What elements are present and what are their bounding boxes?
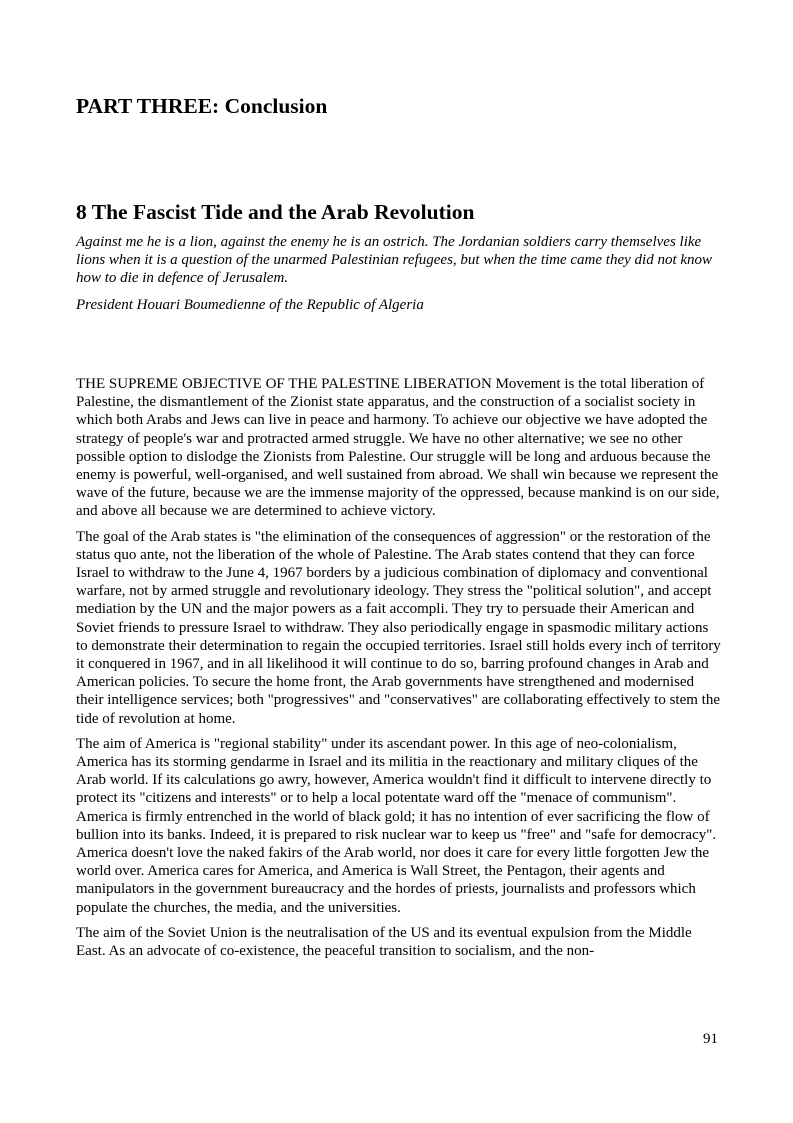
paragraph: The aim of America is "regional stability" under its ascendant power. In this age of neo-colonialism, America has its storming gendarme in Israel and its militia in the reactionary and military cliques of the Arab world. If its calculations go awry, however, America wouldn't find it difficult to intervene directly to protect its "citizens and interests" or to help a local potentate ward off the "menace of communism". America is firmly entrenched in the world of black gold; it has no intention of ever sacrificing the flow of bullion into its banks. Indeed, it is prepared to risk nuclear war to keep us "free" and "safe for democracy". America doesn't love the naked fakirs of the Arab world, nor does it care for every little forgotten Jew the world over. America cares for America, and America is Wall Street, the Pentagon, their agents and manipulators in the government bureaucracy and the hordes of priests, journalists and professors which populate the churches, the media, and the universities. [76,735,717,916]
paragraph: The aim of the Soviet Union is the neutralisation of the US and its eventual expulsion from the Middle East. As an advocate of co-existence, the peaceful transition to socialism, and the non- [76,924,692,960]
paragraph: The goal of the Arab states is "the elimination of the consequences of aggression" or the restoration of the status quo ante, not the liberation of the whole of Palestine. The Arab states contend that they can force Israel to withdraw to the June 4, 1967 borders by a judicious combination of diplomacy and conventional warfare, not by armed struggle and revolutionary ideology. They stress the "political solution", and accept mediation by the UN and the major powers as a fait accompli. They try to persuade their American and Soviet friends to pressure Israel to withdraw. They also periodically engage in spasmodic military actions to demonstrate their determination to regain the occupied territories. Israel still holds every inch of territory it conquered in 1967, and in all likelihood it will continue to do so, barring profound changes in Arab and American policies. To secure the home front, the Arab governments have strengthened and modernised their intelligence services; both "progressives" and "conservatives" are collaborating effectively to stem the tide of revolution at home. [76,528,721,727]
body-text [76,375,721,967]
epigraph-quote: Against me he is a lion, against the enemy he is an ostrich. The Jordanian soldiers carry themselves like lions when it is a question of the unarmed Palestinian refugees, but when the time came they did not know how to die in defence of Jerusalem. [76,234,713,287]
page-number: 91 [703,1031,718,1047]
part-title: PART THREE: Conclusion [76,94,328,118]
epigraph-attribution: President Houari Boumedienne of the Republic of Algeria [76,297,424,313]
chapter-title: 8 The Fascist Tide and the Arab Revolution [76,200,475,224]
paragraph: THE SUPREME OBJECTIVE OF THE PALESTINE LIBERATION Movement is the total liberation of Palestine, the dismantlement of the Zionist state apparatus, and the construction of a socialist society in which both Arabs and Jews can live in peace and harmony. To achieve our objective we have adopted the strategy of people's war and protracted armed struggle. We have no other alternative; we see no other possible option to dislodge the Zionists from Palestine. Our struggle will be long and arduous because the enemy is powerful, well-organised, and well sustained from abroad. We shall win because we represent the wave of the future, because we are the immense majority of the oppressed, because mankind is on our side, and above all because we are determined to achieve victory. [76,376,720,520]
